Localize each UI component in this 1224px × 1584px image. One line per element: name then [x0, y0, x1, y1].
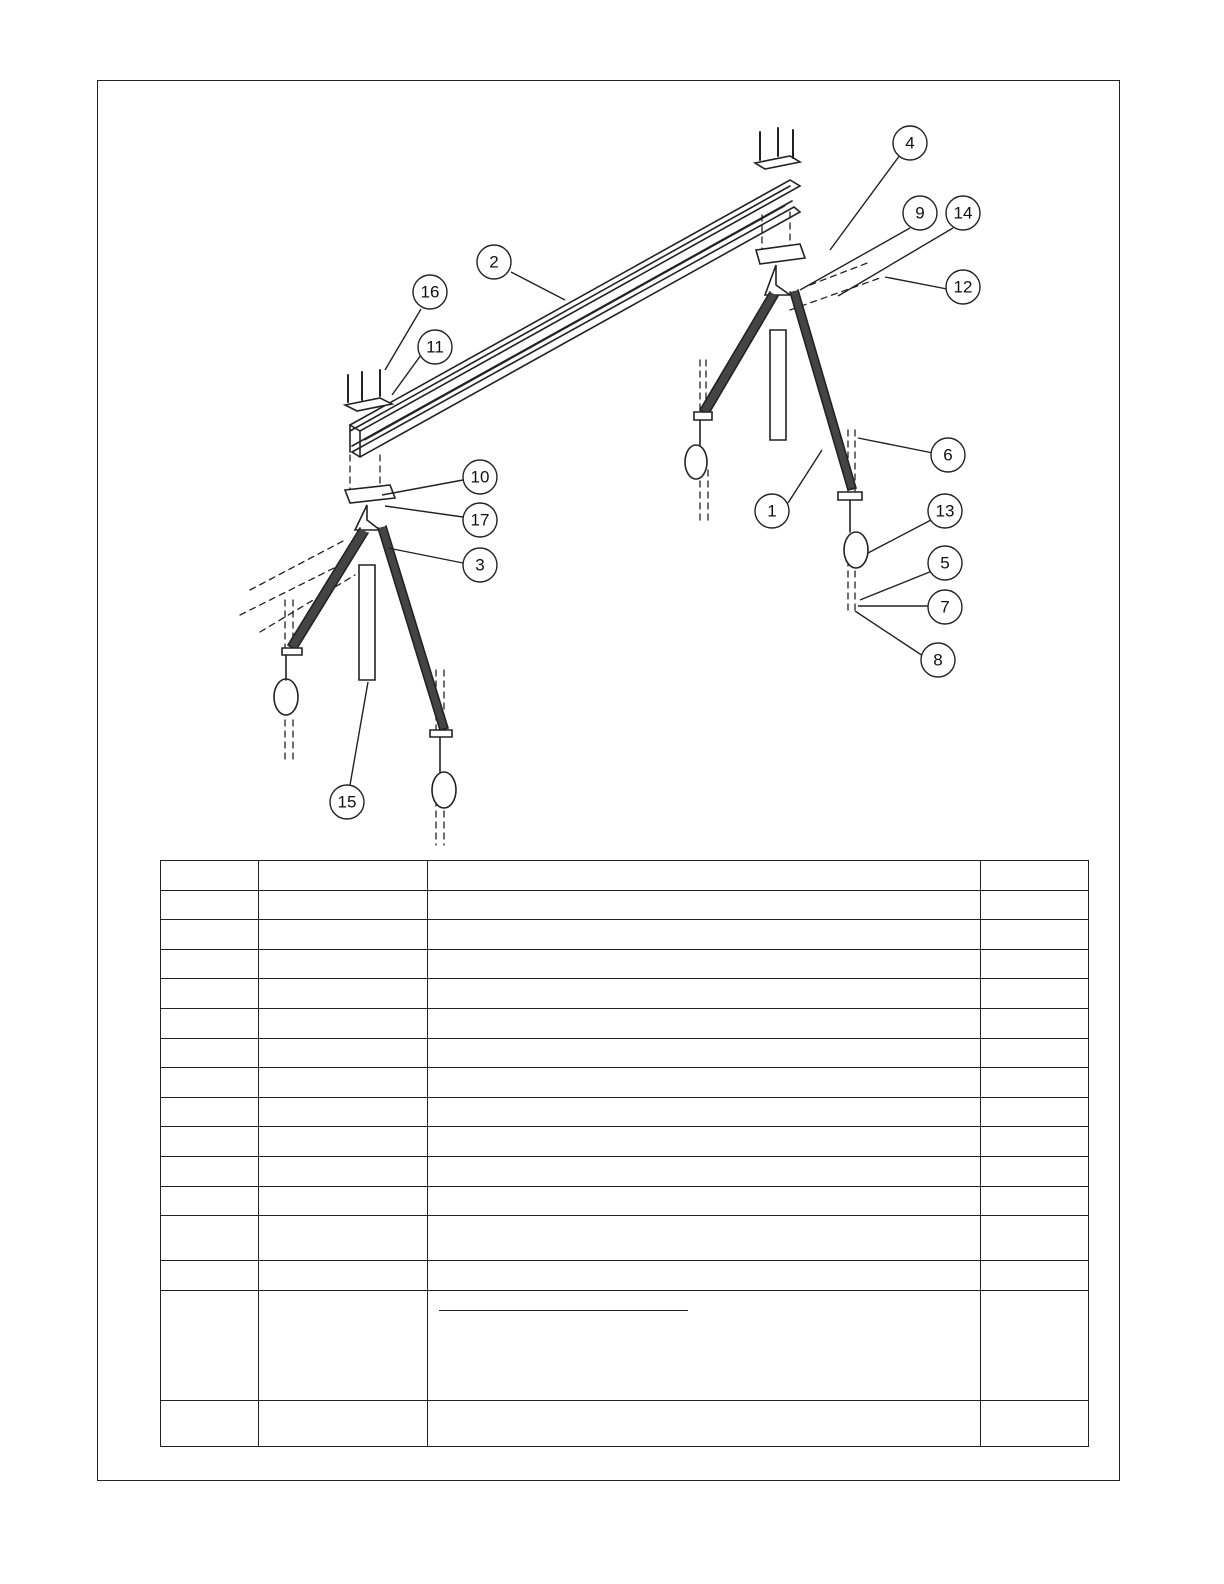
- callout-5-label: 5: [940, 553, 950, 573]
- table-cell: [259, 1008, 428, 1038]
- table-cell: [161, 1400, 259, 1446]
- table-cell: [259, 920, 428, 950]
- table-cell: [259, 1216, 428, 1261]
- table-cell: [259, 949, 428, 979]
- table-cell: [428, 979, 981, 1009]
- table-row: [161, 1216, 1089, 1261]
- table-cell: [259, 1127, 428, 1157]
- callout-14-label: 14: [953, 203, 973, 223]
- table-row: [161, 979, 1089, 1009]
- table-cell: [259, 1068, 428, 1098]
- table-cell: [981, 979, 1089, 1009]
- table-cell: [981, 1186, 1089, 1216]
- callout-15-label: 15: [337, 792, 357, 812]
- table-cell: [981, 1127, 1089, 1157]
- table-cell: [161, 1290, 259, 1400]
- callout-6-label: 6: [943, 445, 953, 465]
- callout-12-label: 12: [953, 277, 973, 297]
- table-cell: [981, 920, 1089, 950]
- table-cell: [161, 1008, 259, 1038]
- table-cell: [259, 1038, 428, 1068]
- table-cell: [259, 861, 428, 891]
- table-row: [161, 1127, 1089, 1157]
- table-cell: [428, 1068, 981, 1098]
- table-cell: [428, 861, 981, 891]
- table-cell: [428, 1127, 981, 1157]
- table-cell: [981, 1156, 1089, 1186]
- table-cell: [981, 861, 1089, 891]
- table-row: [161, 890, 1089, 920]
- table-cell: [981, 1261, 1089, 1291]
- callout-7-label: 7: [940, 597, 950, 617]
- table-cell: [981, 1400, 1089, 1446]
- callout-3-label: 3: [475, 555, 485, 575]
- table-cell: [428, 1261, 981, 1291]
- table-cell: [428, 1186, 981, 1216]
- table-cell: [428, 890, 981, 920]
- table-row: [161, 861, 1089, 891]
- table-cell: [161, 920, 259, 950]
- table-cell: [161, 949, 259, 979]
- leader-lines: [350, 155, 953, 785]
- table-cell: [161, 861, 259, 891]
- table-cell: [428, 949, 981, 979]
- table-cell: [161, 1186, 259, 1216]
- callout-13-label: 13: [935, 501, 955, 521]
- table-cell: [981, 1097, 1089, 1127]
- table-row: [161, 1097, 1089, 1127]
- table-cell: [161, 1068, 259, 1098]
- table-row: [161, 1261, 1089, 1291]
- table-cell: [981, 890, 1089, 920]
- table-cell: [981, 1290, 1089, 1400]
- table-cell: [981, 1216, 1089, 1261]
- callout-4-label: 4: [905, 133, 915, 153]
- table-cell: [259, 1261, 428, 1291]
- table-row: [161, 1068, 1089, 1098]
- table-cell: [161, 979, 259, 1009]
- table-cell: [428, 1097, 981, 1127]
- table-cell: [981, 1038, 1089, 1068]
- i-beam: [350, 180, 800, 457]
- callout-9-label: 9: [915, 203, 925, 223]
- left-a-frame: [274, 485, 456, 808]
- table-row: [161, 1038, 1089, 1068]
- table-row: [161, 1186, 1089, 1216]
- table-cell: [259, 1290, 428, 1400]
- table-cell: [428, 1290, 981, 1400]
- table-cell: [259, 1186, 428, 1216]
- table-row: [161, 1290, 1089, 1400]
- parts-list-table: [160, 860, 1089, 1447]
- table-cell: [428, 1216, 981, 1261]
- callout-1-label: 1: [767, 501, 777, 521]
- callout-11-label: 11: [426, 337, 444, 357]
- table-cell: [259, 1097, 428, 1127]
- table-cell: [428, 1156, 981, 1186]
- table-row: [161, 920, 1089, 950]
- table-cell: [981, 949, 1089, 979]
- table-cell: [981, 1068, 1089, 1098]
- table-cell: [981, 1008, 1089, 1038]
- table-cell: [428, 1400, 981, 1446]
- table-cell: [259, 890, 428, 920]
- underline-rule: [439, 1310, 688, 1311]
- callout-16-label: 16: [420, 282, 440, 302]
- table-cell: [161, 1097, 259, 1127]
- callout-17-label: 17: [470, 510, 490, 530]
- table-cell: [428, 920, 981, 950]
- table-cell: [259, 1400, 428, 1446]
- callout-8-label: 8: [933, 650, 943, 670]
- table-row: [161, 1008, 1089, 1038]
- callout-10-label: 10: [470, 467, 490, 487]
- table-cell: [161, 1216, 259, 1261]
- table-cell: [161, 1261, 259, 1291]
- table-row: [161, 949, 1089, 979]
- table-cell: [428, 1008, 981, 1038]
- table-row: [161, 1400, 1089, 1446]
- table-cell: [161, 1127, 259, 1157]
- table-cell: [259, 1156, 428, 1186]
- table-cell: [161, 1156, 259, 1186]
- table-cell: [259, 979, 428, 1009]
- callout-2-label: 2: [489, 252, 499, 272]
- table-cell: [428, 1038, 981, 1068]
- table-cell: [161, 890, 259, 920]
- table-cell: [161, 1038, 259, 1068]
- table-row: [161, 1156, 1089, 1186]
